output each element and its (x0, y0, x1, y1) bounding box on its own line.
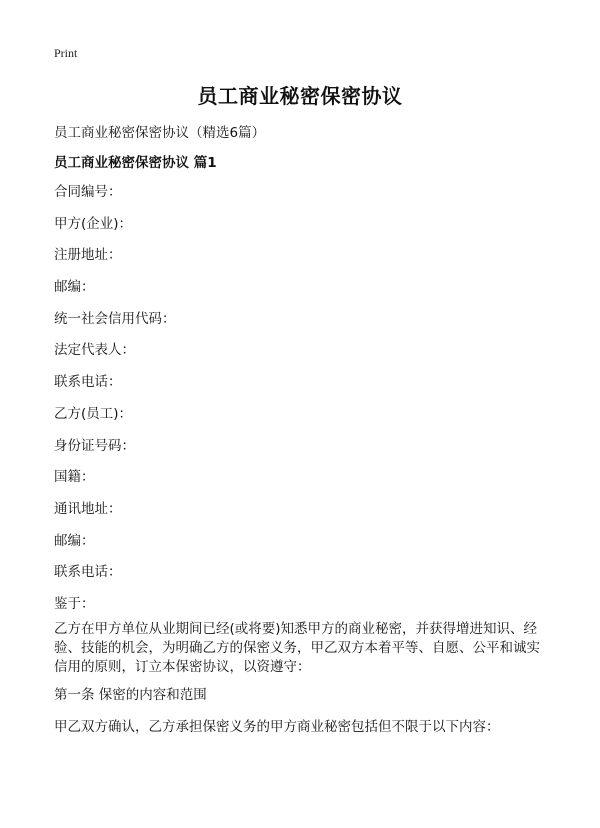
field-postcode-b: 邮编： (54, 532, 95, 549)
print-label: Print (54, 46, 78, 60)
field-registered-address: 注册地址： (54, 247, 122, 264)
field-credit-code: 统一社会信用代码： (54, 310, 176, 327)
field-phone-b: 联系电话： (54, 564, 122, 581)
field-phone-a: 联系电话： (54, 374, 122, 391)
article-heading: 第一条 保密的内容和范围 (54, 687, 207, 703)
document-subtitle: 员工商业秘密保密协议（精选6篇） (54, 125, 266, 141)
field-party-a: 甲方(企业)： (54, 215, 133, 232)
field-nationality: 国籍： (54, 469, 95, 486)
field-id-number: 身份证号码： (54, 437, 135, 454)
field-contract-number: 合同编号： (54, 184, 122, 200)
contract-fields-list (54, 182, 176, 626)
preamble-paragraph: 乙方在甲方单位从业期间已经(或将要)知悉甲方的商业秘密，并获得增进知识、经验、技能的机会，为明确乙方的保密义务，甲乙双方本着平等、自愿、公平和诚实信用的原则，订立本保密协议，以资遵守： (54, 621, 540, 675)
field-legal-representative: 法定代表人： (54, 342, 135, 359)
field-whereas: 鉴于： (54, 595, 95, 612)
document-title: 员工商业秘密保密协议 (197, 84, 403, 108)
field-party-b: 乙方(员工)： (54, 405, 133, 422)
field-mailing-address: 通讯地址： (54, 500, 122, 517)
field-postcode-a: 邮编： (54, 279, 95, 296)
section-heading: 员工商业秘密保密协议 篇1 (54, 155, 217, 171)
article-paragraph: 甲乙双方确认，乙方承担保密义务的甲方商业秘密包括但不限于以下内容： (54, 719, 500, 735)
